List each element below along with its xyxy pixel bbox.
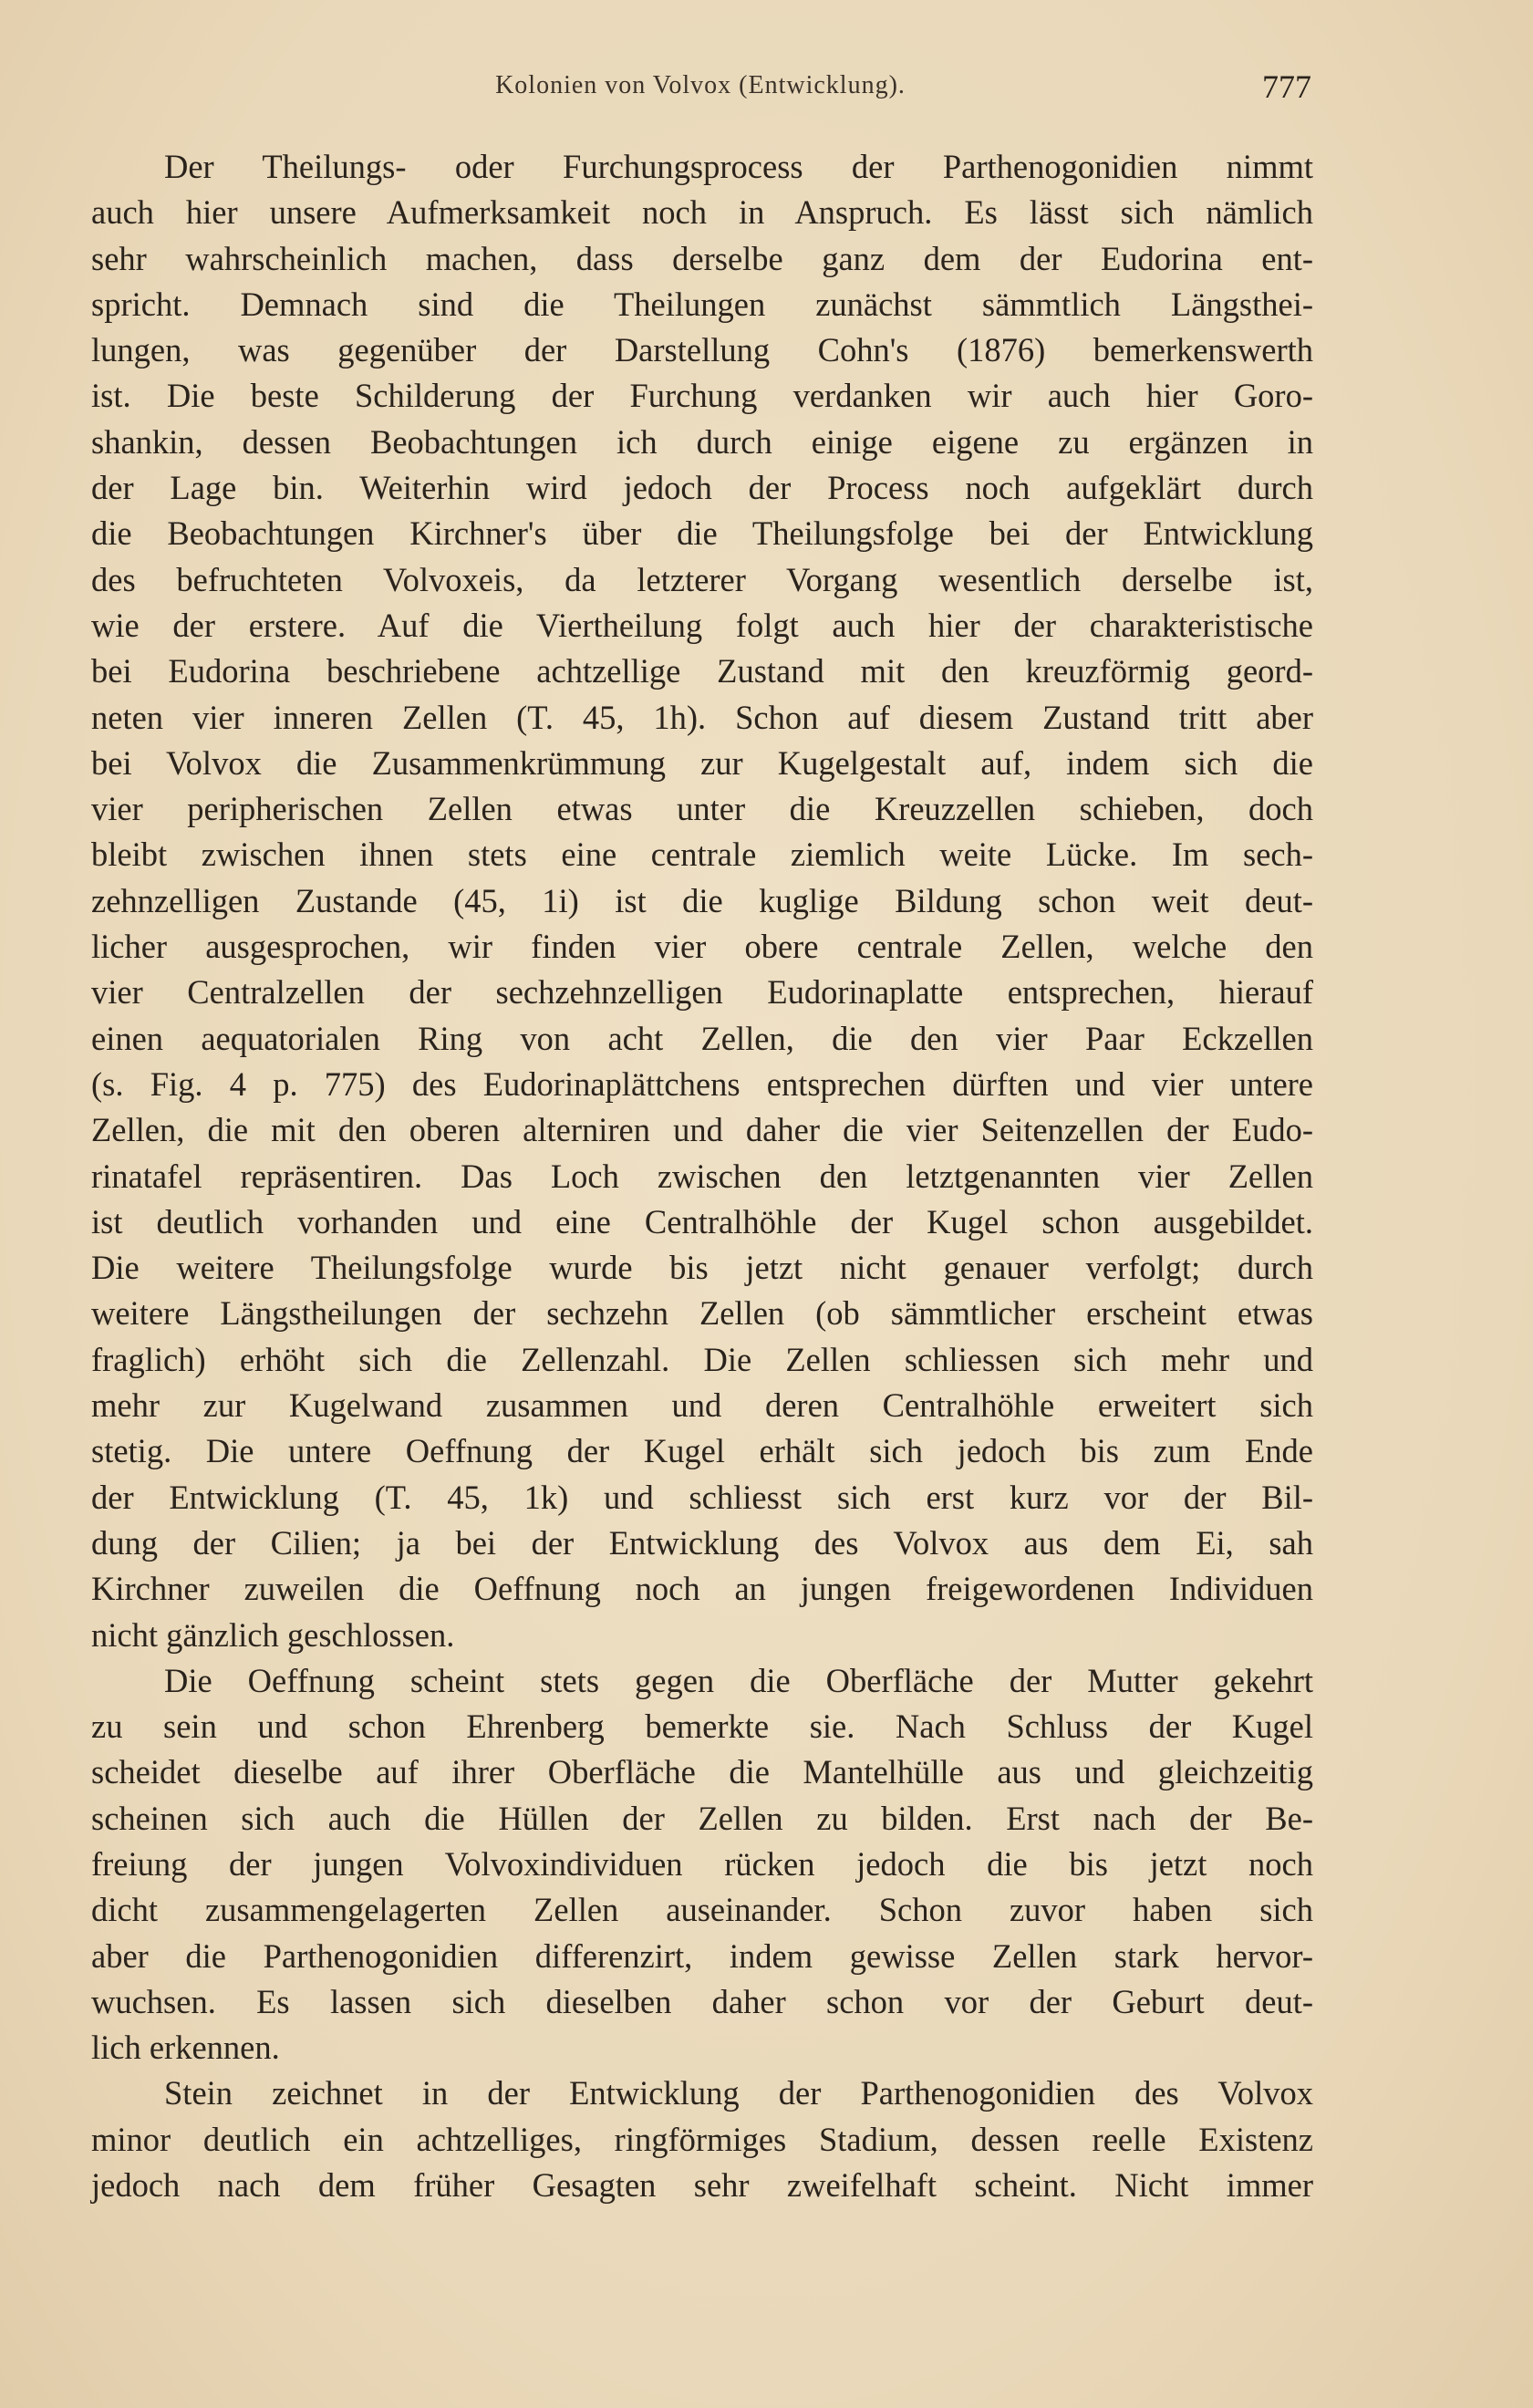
text-line: der Lage bin. Weiterhin wird jedoch der Process noch aufgeklärt durch [91, 469, 1313, 507]
text-line: scheinen sich auch die Hüllen der Zellen zu bilden. Erst nach der Be- [91, 1799, 1313, 1837]
text-line: dicht zusammengelagerten Zellen auseinander. Schon zuvor haben sich [91, 1891, 1313, 1929]
text-line: neten vier inneren Zellen (T. 45, 1h). Schon auf diesem Zustand tritt aber [91, 698, 1313, 736]
text-line: zehnzelligen Zustande (45, 1i) ist die kuglige Bildung schon weit deut- [91, 881, 1313, 919]
text-line: der Entwicklung (T. 45, 1k) und schliesst sich erst kurz vor der Bil- [91, 1478, 1313, 1516]
text-line: Der Theilungs- oder Furchungsprocess der Parthenogonidien nimmt [164, 148, 1313, 185]
text-line: fraglich) erhöht sich die Zellenzahl. Die Zellen schliessen sich mehr und [91, 1340, 1313, 1378]
text-line: spricht. Demnach sind die Theilungen zunächst sämmtlich Längsthei- [91, 285, 1313, 323]
page-header [89, 68, 1311, 117]
text-line: dung der Cilien; ja bei der Entwicklung des Volvox aus dem Ei, sah [91, 1523, 1313, 1562]
text-line: die Beobachtungen Kirchner's über die Theilungsfolge bei der Entwicklung [91, 514, 1313, 553]
text-line: shankin, dessen Beobachtungen ich durch einige eigene zu ergänzen in [91, 422, 1313, 461]
text-line: auch hier unsere Aufmerksamkeit noch in Anspruch. Es lässt sich nämlich [91, 193, 1313, 232]
text-line: sehr wahrscheinlich machen, dass derselbe ganz dem der Eudorina ent- [91, 239, 1313, 277]
text-line: aber die Parthenogonidien differenzirt, indem gewisse Zellen stark hervor- [91, 1936, 1313, 1975]
text-line: weitere Längstheilungen der sechzehn Zellen (ob sämmtlicher erscheint etwas [91, 1294, 1313, 1333]
text-line: wuchsen. Es lassen sich dieselben daher schon vor der Geburt deut- [91, 1982, 1313, 2020]
text-line: freiung der jungen Volvoxindividuen rücken jedoch die bis jetzt noch [91, 1844, 1313, 1883]
body-text [91, 144, 1313, 2208]
text-line: minor deutlich ein achtzelliges, ringförmiges Stadium, dessen reelle Existenz [91, 2120, 1313, 2158]
text-line: Kirchner zuweilen die Oeffnung noch an jungen freigewordenen Individuen [91, 1570, 1313, 1608]
text-line: vier Centralzellen der sechzehnzelligen Eudorinaplatte entsprechen, hierauf [91, 973, 1313, 1012]
text-line: stetig. Die untere Oeffnung der Kugel erhält sich jedoch bis zum Ende [91, 1432, 1313, 1470]
text-line: bleibt zwischen ihnen stets eine centrale ziemlich weite Lücke. Im sech- [91, 836, 1313, 874]
text-line: lich erkennen. [91, 2029, 280, 2067]
text-line: (s. Fig. 4 p. 775) des Eudorinaplättchens entsprechen dürften und vier untere [91, 1064, 1313, 1103]
text-line: Zellen, die mit den oberen alterniren und daher die vier Seitenzellen der Eudo- [91, 1111, 1313, 1149]
text-line: nicht gänzlich geschlossen. [91, 1615, 455, 1654]
text-line: licher ausgesprochen, wir finden vier obere centrale Zellen, welche den [91, 928, 1313, 966]
text-line: zu sein und schon Ehrenberg bemerkte sie. Nach Schluss der Kugel [91, 1707, 1313, 1746]
text-line: bei Volvox die Zusammenkrümmung zur Kugelgestalt auf, indem sich die [91, 743, 1313, 782]
running-title: Kolonien von Volvox (Entwicklung). [495, 71, 906, 99]
text-line: Die Oeffnung scheint stets gegen die Oberfläche der Mutter gekehrt [164, 1661, 1313, 1699]
text-line: scheidet dieselbe auf ihrer Oberfläche die Mantelhülle aus und gleichzeitig [91, 1753, 1313, 1791]
text-line: bei Eudorina beschriebene achtzellige Zustand mit den kreuzförmig geord- [91, 652, 1313, 690]
text-line: wie der erstere. Auf die Viertheilung folgt auch hier der charakteristische [91, 606, 1313, 644]
text-line: mehr zur Kugelwand zusammen und deren Centralhöhle erweitert sich [91, 1386, 1313, 1425]
text-line: jedoch nach dem früher Gesagten sehr zweifelhaft scheint. Nicht immer [91, 2166, 1313, 2205]
text-line: ist. Die beste Schilderung der Furchung verdanken wir auch hier Goro- [91, 377, 1313, 415]
text-line: einen aequatorialen Ring von acht Zellen, die den vier Paar Eckzellen [91, 1019, 1313, 1057]
text-line: Die weitere Theilungsfolge wurde bis jetzt nicht genauer verfolgt; durch [91, 1249, 1313, 1287]
text-line: des befruchteten Volvoxeis, da letzterer Vorgang wesentlich derselbe ist, [91, 560, 1313, 598]
text-line: Stein zeichnet in der Entwicklung der Parthenogonidien des Volvox [164, 2074, 1313, 2112]
text-line: ist deutlich vorhanden und eine Centralhöhle der Kugel schon ausgebildet. [91, 1202, 1313, 1240]
text-line: vier peripherischen Zellen etwas unter die Kreuzzellen schieben, doch [91, 790, 1313, 828]
text-line: rinatafel repräsentiren. Das Loch zwischen den letztgenannten vier Zellen [91, 1157, 1313, 1195]
page-number: 777 [1262, 68, 1311, 105]
text-line: lungen, was gegenüber der Darstellung Cohn's (1876) bemerkenswerth [91, 331, 1313, 369]
